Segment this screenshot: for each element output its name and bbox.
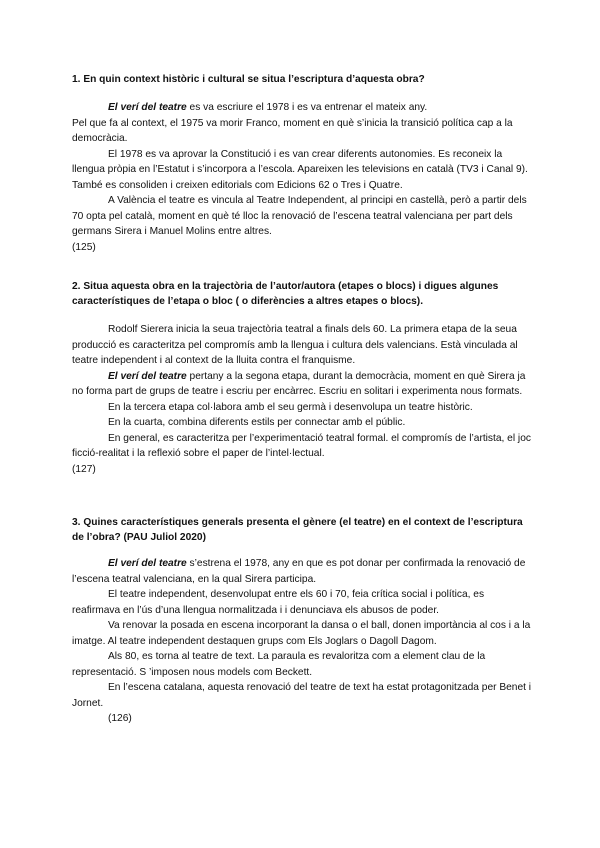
question-2-heading: 2. Situa aquesta obra en la trajectòria de l’autor/autora (etapes o blocs) i digues algunes característiques de l’etapa o bloc ( o diferències a altres etapes o blocs). — [72, 281, 499, 307]
paragraph: En general, es caracteritza per l’experimentació teatral formal. el compromís de l’artista, el joc ficció-realitat i la reflexió sobre el paper de l’intel·lectual. — [72, 432, 531, 459]
word-count: (126) — [108, 713, 132, 724]
paragraph — [72, 556, 532, 587]
paragraph: Va renovar la posada en escena incorporant la dansa o el ball, donen importància al cos i a la imatge. Al teatre independent destaquen grups com Els Joglars o Dagoll Dagom. — [72, 620, 531, 647]
paragraph: Als 80, es torna al teatre de text. La paraula es revaloritza com a element clau de la representació. S ’imposen nous models com Beckett. — [72, 651, 486, 678]
paragraph: En la tercera etapa col·labora amb el seu germà i desenvolupa un teatre històric. — [108, 401, 473, 413]
word-count: (125) — [72, 241, 96, 253]
work-title: El verí del teatre — [108, 370, 187, 382]
paragraph: El 1978 es va aprovar la Constitució i es van crear diferents autonomies. Es reconeix la llengua pròpia en l’Estatut i s’incorpora a l’escola. Apareixen les televisions en català (TV3 i Canal 9). També es consoliden i creixen editorials com Edicions 62 o Tres i Quatre. — [72, 148, 528, 191]
question-1-heading: 1. En quin context històric i cultural se situa l’escriptura d’aquesta obra? — [72, 74, 425, 85]
question-3-heading: 3. Quines característiques generals presenta el gènere (el teatre) en el context de l’escriptura de l’obra? (PAU Juliol 2020) — [72, 517, 523, 543]
section-3 — [72, 515, 532, 727]
work-title: El verí del teatre — [108, 558, 187, 569]
paragraph: Rodolf Sierera inicia la seua trajectòria teatral a finals dels 60. La primera etapa de la seua producció es caracteritza pel compromís amb la llengua i cultura dels valencians. Està vinculada al teatre independent i al context de la lluita contra el franquisme. — [72, 324, 518, 366]
word-count: (127) — [72, 463, 96, 475]
paragraph: El teatre independent, desenvolupat entre els 60 i 70, feia crítica social i política, es reafirmava en l’ús d’una llengua normalitzada i i denunciava els abusos de poder. — [72, 589, 485, 616]
paragraph — [72, 369, 532, 400]
section-1 — [72, 72, 532, 255]
paragraph: A València el teatre es vincula al Teatre Independent, al principi en castellà, però a partir dels 70 opta pel català, moment en què té lloc la renovació de l’escena teatral valenciana per part dels germans Sirera i Manuel Molins entre altres. — [72, 195, 527, 237]
work-title: El verí del teatre — [108, 102, 187, 113]
paragraph: Pel que fa al context, el 1975 va morir Franco, moment en què s’inicia la transició política cap a la democràcia. — [72, 117, 513, 144]
paragraph-text: s’estrena el 1978, any en que es pot donar per confirmada la renovació de l’escena teatral valenciana, en la qual Sirera participa. — [72, 558, 526, 585]
paragraph — [72, 100, 532, 116]
paragraph: En l’escena catalana, aquesta renovació del teatre de text ha estat protagonitzada per Benet i Jornet. — [72, 682, 532, 709]
paragraph-text: pertany a la segona etapa, durant la democràcia, moment en què Sirera ja no forma part de grups de teatre i escriu per encàrrec. Escriu en solitari i experimenta nous formats. — [72, 370, 526, 397]
paragraph: En la cuarta, combina diferents estils per connectar amb el públic. — [108, 417, 406, 428]
section-2 — [72, 279, 532, 477]
paragraph-text: es va escriure el 1978 i es va entrenar el mateix any. — [186, 102, 428, 113]
